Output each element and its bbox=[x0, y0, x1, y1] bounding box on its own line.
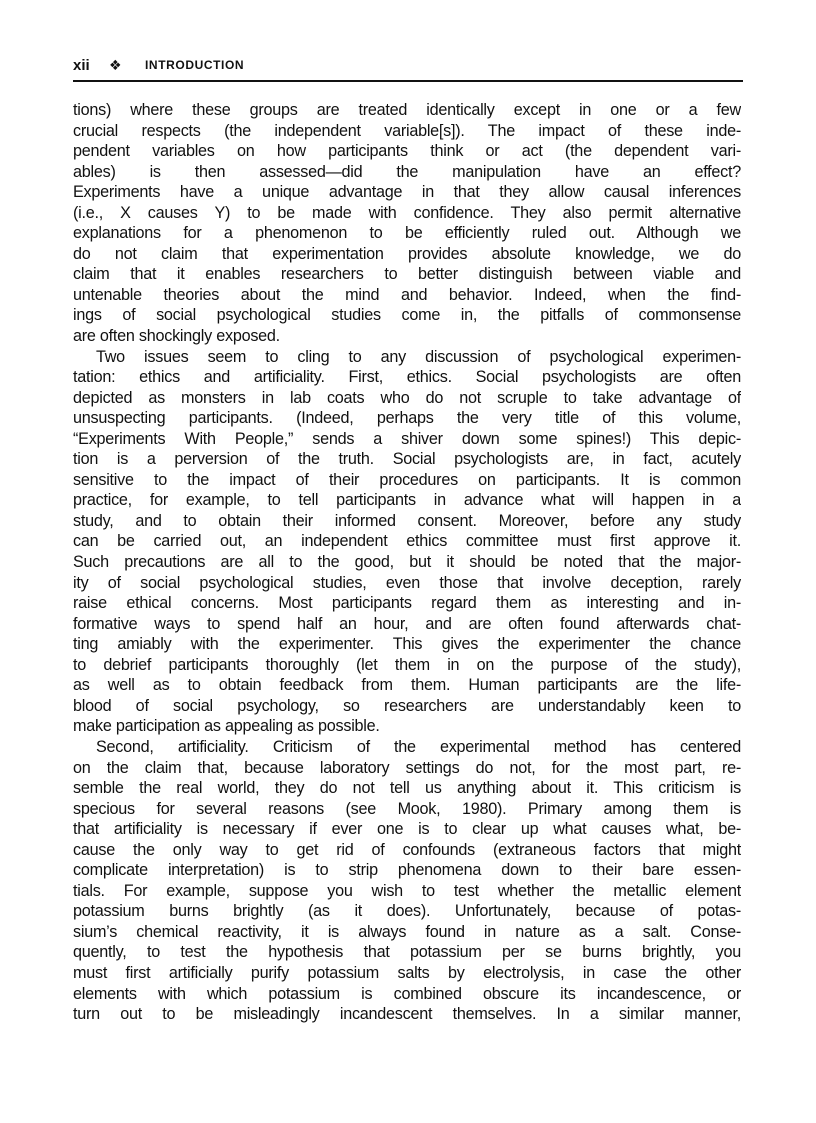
text-line: unsuspecting participants. (Indeed, perhaps the very title of this volume, bbox=[73, 409, 741, 428]
text-line: blood of social psychology, so researchers are understandably keen to bbox=[73, 696, 741, 715]
text-line: semble the real world, they do not tell us anything about it. This criticism is bbox=[73, 779, 741, 798]
text-line: claim that it enables researchers to better distinguish between viable and bbox=[73, 265, 741, 284]
section-title: INTRODUCTION bbox=[145, 58, 245, 72]
text-line: Second, artificiality. Criticism of the experimental method has centered bbox=[96, 737, 741, 756]
text-line: Such precautions are all to the good, but it should be noted that the major- bbox=[73, 553, 741, 572]
running-head bbox=[73, 50, 743, 82]
text-line: tion is a perversion of the truth. Social psychologists are, in fact, acutely bbox=[73, 450, 741, 469]
text-line: that artificiality is necessary if ever one is to clear up what causes what, be- bbox=[73, 820, 741, 839]
text-line: explanations for a phenomenon to be efficiently ruled out. Although we bbox=[73, 224, 741, 243]
text-line: make participation as appealing as possible. bbox=[73, 717, 380, 736]
text-line: potassium burns brightly (as it does). Unfortunately, because of potas- bbox=[73, 902, 741, 921]
text-line: depicted as monsters in lab coats who do not scruple to take advantage of bbox=[73, 388, 741, 407]
text-line: practice, for example, to tell participants in advance what will happen in a bbox=[73, 491, 741, 510]
text-line: are often shockingly exposed. bbox=[73, 327, 280, 346]
text-line: sium’s chemical reactivity, it is always found in nature as a salt. Conse- bbox=[73, 922, 741, 941]
text-line: quently, to test the hypothesis that potassium per se burns brightly, you bbox=[73, 943, 741, 962]
diamond-ornament-icon: ❖ bbox=[109, 56, 122, 73]
body-text bbox=[73, 100, 741, 1025]
text-line: untenable theories about the mind and behavior. Indeed, when the find- bbox=[73, 285, 741, 304]
text-line: elements with which potassium is combined obscure its incandescence, or bbox=[73, 984, 741, 1003]
text-line: (i.e., X causes Y) to be made with confidence. They also permit alternative bbox=[73, 203, 741, 222]
text-line: “Experiments With People,” sends a shiver down some spines!) This depic- bbox=[73, 429, 741, 448]
text-line: tions) where these groups are treated identically except in one or a few bbox=[73, 101, 741, 119]
text-line: ings of social psychological studies come in, the pitfalls of commonsense bbox=[73, 306, 741, 325]
text-line: raise ethical concerns. Most participants regard them as interesting and in- bbox=[73, 594, 741, 613]
text-line: as well as to obtain feedback from them. Human participants are the life- bbox=[73, 676, 741, 695]
text-line: can be carried out, an independent ethics committee must first approve it. bbox=[73, 532, 741, 551]
text-line: specious for several reasons (see Mook, 1980). Primary among them is bbox=[73, 799, 741, 818]
text-line: sensitive to the impact of their procedures on participants. It is common bbox=[73, 470, 741, 489]
text-line: pendent variables on how participants think or act (the dependent vari- bbox=[73, 142, 741, 161]
text-line: to debrief participants thoroughly (let them in on the purpose of the study), bbox=[73, 655, 741, 674]
text-line: study, and to obtain their informed consent. Moreover, before any study bbox=[73, 511, 741, 530]
text-line: turn out to be misleadingly incandescent themselves. In a similar manner, bbox=[73, 1005, 741, 1024]
page-number: xii bbox=[73, 56, 90, 74]
text-line: Experiments have a unique advantage in that they allow causal inferences bbox=[73, 183, 741, 202]
text-line: tation: ethics and artificiality. First, ethics. Social psychologists are often bbox=[73, 368, 741, 387]
text-line: complicate interpretation) is to strip phenomena down to their bare essen- bbox=[73, 861, 741, 880]
text-line: tials. For example, suppose you wish to test whether the metallic element bbox=[73, 881, 741, 900]
text-line: must first artificially purify potassium salts by electrolysis, in case the other bbox=[73, 963, 741, 982]
book-page bbox=[73, 50, 743, 1025]
text-line: cause the only way to get rid of confounds (extraneous factors that might bbox=[73, 840, 741, 859]
text-line: do not claim that experimentation provides absolute knowledge, we do bbox=[73, 244, 741, 263]
text-line: Two issues seem to cling to any discussion of psychological experimen- bbox=[96, 347, 741, 366]
text-line: ting amiably with the experimenter. This gives the experimenter the chance bbox=[73, 635, 741, 654]
text-line: crucial respects (the independent variable[s]). The impact of these inde- bbox=[73, 121, 741, 140]
text-line: ity of social psychological studies, even those that involve deception, rarely bbox=[73, 573, 741, 592]
text-line: on the claim that, because laboratory settings do not, for the most part, re- bbox=[73, 758, 741, 777]
text-line: ables) is then assessed—did the manipulation have an effect? bbox=[73, 162, 741, 181]
text-line: formative ways to spend half an hour, and are often found afterwards chat- bbox=[73, 614, 741, 633]
